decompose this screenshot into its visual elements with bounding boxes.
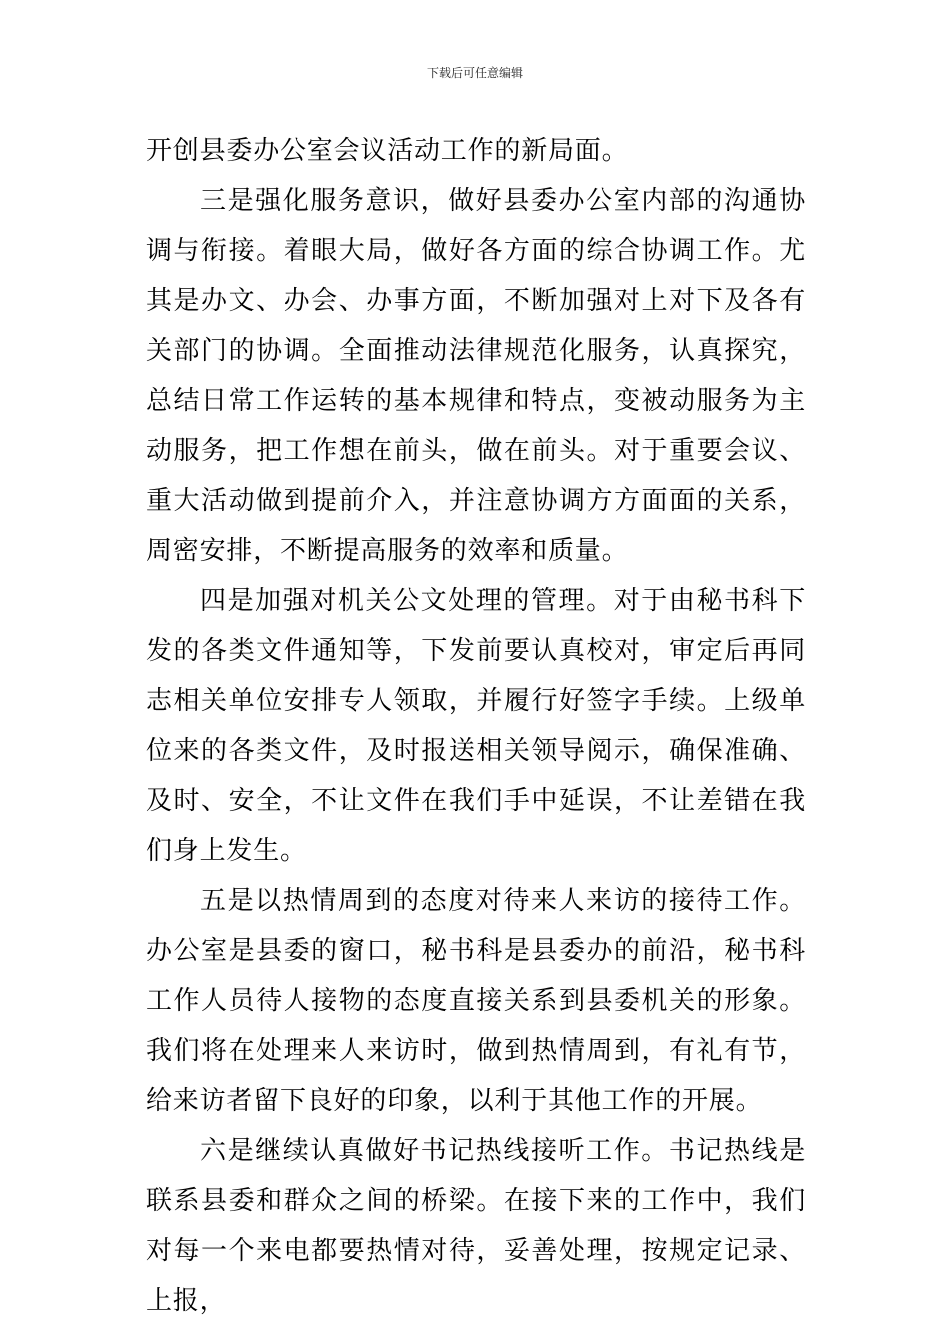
page-header: 下载后可任意编辑 (426, 66, 523, 80)
document-body (146, 126, 806, 1326)
paragraph-item-four: 四是加强对机关公文处理的管理。对于由秘书科下发的各类文件通知等，下发前要认真校对，审定后再同志相关单位安排专人领取，并履行好签字手续。上级单位来的各类文件，及时报送相关领导阅示，确保准确、及时、安全，不让文件在我们手中延误，不让差错在我们身上发生。 (146, 586, 806, 866)
paragraph-item-six: 六是继续认真做好书记热线接听工作。书记热线是联系县委和群众之间的桥梁。在接下来的工作中，我们对每一个来电都要热情对待，妥善处理，按规定记录、上报， (146, 1136, 806, 1316)
paragraph-item-three: 三是强化服务意识，做好县委办公室内部的沟通协调与衔接。着眼大局，做好各方面的综合协调工作。尤其是办文、办会、办事方面，不断加强对上对下及各有关部门的协调。全面推动法律规范化服务，认真探究，总结日常工作运转的基本规律和特点，变被动服务为主动服务，把工作想在前头，做在前头。对于重要会议、重大活动做到提前介入，并注意协调方方面面的关系，周密安排，不断提高服务的效率和质量。 (146, 186, 806, 566)
paragraph-continuation: 开创县委办公室会议活动工作的新局面。 (146, 136, 629, 166)
paragraph-item-five: 五是以热情周到的态度对待来人来访的接待工作。办公室是县委的窗口，秘书科是县委办的前沿，秘书科工作人员待人接物的态度直接关系到县委机关的形象。我们将在处理来人来访时，做到热情周到，有礼有节，给来访者留下良好的印象，以利于其他工作的开展。 (146, 886, 806, 1116)
